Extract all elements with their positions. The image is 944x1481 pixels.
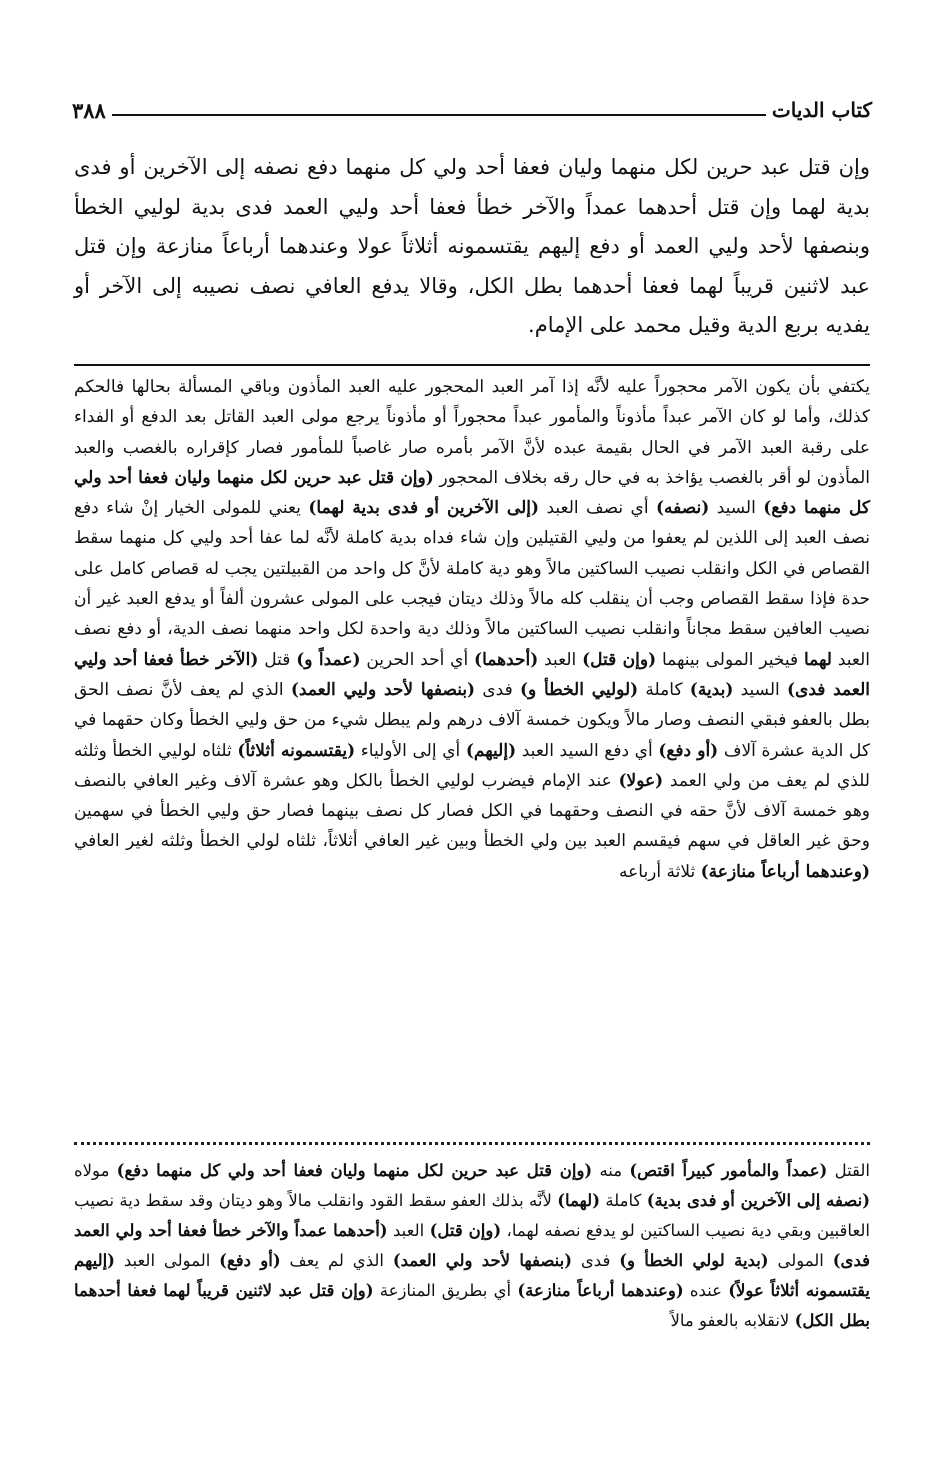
quoted-matn-run: (لهما) — [557, 1191, 601, 1210]
quoted-matn-run: (وإن قتل) — [429, 1221, 502, 1240]
text-run: يكتفي بأن يكون الآمر محجوراً عليه لأنَّه إذا آمر العبد المحجور عليه العبد المأذون وباقي المسألة بحالها فالحكم كذلك، وأما لو كان الآمر عبداً مأذوناً والمأمور عبداً محجوراً أو مأذوناً يرجع مولى العبد القاتل بعد الدفع أو الفداء على رقبة العبد الآمر في الحال بقيمة عبده لأنَّ الآمر بأمره صار غاصباً للمأمور فصار كإقراره بالغصب والعبد المأذون لو أقر بالغصب يؤاخذ به في حال رقه بخلاف المحجور — [74, 377, 870, 488]
text-run: مولاه — [74, 1161, 117, 1180]
quoted-matn-run: (أحدهما عمداً والآخر خطأ فعفا أحد ولي العمد فدى) — [74, 1221, 871, 1270]
footnote-divider — [74, 1142, 870, 1145]
text-run: السيد — [733, 679, 787, 700]
quoted-matn-run: (إلى الآخرين أو فدى بدية لهما) — [308, 498, 540, 519]
commentary-block — [74, 372, 870, 887]
text-run: كاملة — [600, 1191, 647, 1210]
text-run: المولى العبد — [114, 1251, 220, 1270]
quoted-matn-run: (إليهم يقتسمونه أثلاثاً عولاً) — [74, 1251, 870, 1300]
text-run: أي بطريق المنازعة — [373, 1281, 518, 1300]
quoted-matn-run: (نصفه) — [656, 498, 710, 519]
quoted-matn-run: (وعندهما أرباعاً منازعة) — [517, 1281, 684, 1300]
quoted-matn-run: (نصفه إلى الآخرين أو فدى بدية) — [646, 1191, 871, 1210]
text-run: المولى — [768, 1251, 833, 1270]
quoted-matn-run: لهما — [803, 649, 832, 670]
text-run: فدى — [475, 679, 520, 700]
quoted-matn-run: (بنصفها لأحد وليي العمد) — [290, 679, 476, 700]
quoted-matn-run: (وإن قتل عبد حرين لكل منهما وليان فعفا أحد ولي كل منهما دفع) — [74, 467, 870, 519]
text-run: أي نصف العبد — [539, 498, 656, 519]
quoted-matn-run: (وعندهما أرباعاً منازعة) — [700, 861, 870, 882]
text-run: يعني للمولى الخيار إنْ شاء دفع نصف العبد إلى اللذين لم يعفوا من وليي القتيلين وإن شاء فداه بدية كاملة لأنَّه لما عفا أحد وليي كل منهما سقط القصاص في الكل وانقلب نصيب الساكتين مالاً وهو دية كاملة لأنَّ كل واحد من القبيلتين يجب له قصاص كامل على حدة فإذا سقط القصاص وجب أن ينقلب كله مالاً وذلك ديتان فيجب على المولى عشرون ألفاً أو يدفع العبد غير أن نصيب العافين سقط مجاناً وانقلب نصيب الساكتين مالاً وذلك دية واحدة لكل واحد منهما نصف الدية، أو دفع نصف العبد — [74, 498, 870, 670]
quoted-matn-run: (عمداً والمأمور كبيراً اقتص) — [629, 1161, 828, 1180]
text-run: أي دفع السيد العبد — [516, 740, 659, 761]
text-run: السيد — [709, 498, 764, 519]
commentary-paragraph — [74, 372, 870, 887]
text-run: عند الإمام فيضرب لوليي الخطأ بالكل وهو عشرة آلاف وغير العافي بالنصف وهو خمسة آلاف لأنَّ حقه في النصف وحقهما في الكل فصار كل نصف بينهما فصار حق وليي الخطأ في سهمين وحق غير العاقل في سهم فيقسم العبد بين ولي الخطأ وبين غير العافي أثلاثاً، ثلثاه لولي الخطأ وثلثه لغير العافي — [74, 770, 870, 852]
text-run: كاملة — [638, 679, 690, 700]
footnote-block — [74, 1156, 870, 1336]
text-run: قتل — [258, 649, 297, 670]
quoted-matn-run: (عولا) — [618, 770, 664, 791]
quoted-matn-run: (عمداً و) — [296, 649, 361, 670]
quoted-matn-run: (وإن قتل عبد لاثنين قريباً لهما فعفا أحدهما بطل الكل) — [74, 1281, 870, 1330]
text-run: الذي لم يعف لأنَّ نصف الحق بطل بالعفو فبقي النصف وصار مالاً ويكون خمسة آلاف درهم ولم يبطل شيء من حق وليي الخطأ وكان حقهما في كل الدية عشرة آلاف — [74, 679, 870, 761]
text-run: فيخير المولى بينهما — [656, 649, 804, 670]
quoted-matn-run: (أو دفع) — [658, 740, 719, 761]
running-title: كتاب الديات — [771, 98, 872, 122]
page-header — [72, 92, 872, 128]
text-run: عنده — [683, 1281, 729, 1300]
text-run: أي أحد الحرين — [360, 649, 475, 670]
quoted-matn-run: (أو دفع) — [219, 1251, 281, 1270]
footnote-paragraph — [74, 1156, 870, 1336]
page-number: ٣٨٨ — [72, 97, 106, 123]
quoted-matn-run: (إليهم) — [465, 740, 517, 761]
quoted-matn-run: (أحدهما) — [474, 649, 539, 670]
text-run: ثلاثة أرباعه — [619, 861, 701, 882]
main-text-paragraph: وإن قتل عبد حرين لكل منهما وليان فعفا أحد ولي كل منهما دفع نصفه إلى الآخرين أو فدى بدية لهما وإن قتل أحدهما عمداً والآخر خطأ فعفا أحد وليي العمد فدى بدية لوليي الخطأ وبنصفها لأحد وليي العمد أو دفع إليهم يقتسمونه أثلاثاً عولا وعندهما أرباعاً منازعة وإن قتل عبد لاثنين قريباً لهما فعفا أحدهما بطل الكل، وقالا يدفع العافي نصف نصيبه إلى الآخر أو يفديه بربع الدية وقيل محمد على الإمام. — [74, 155, 870, 337]
text-run: فدى — [572, 1251, 620, 1270]
text-run: العبد — [538, 649, 583, 670]
quoted-matn-run: (بدية) — [689, 679, 734, 700]
quoted-matn-run: (وإن قتل) — [582, 649, 657, 670]
quoted-matn-run: (وإن قتل عبد حرين لكل منهما وليان فعفا أحد ولي كل منهما دفع) — [116, 1161, 593, 1180]
quoted-matn-run: (بدية لولي الخطأ و) — [619, 1251, 769, 1270]
quoted-matn-run: (يقتسمونه أثلاثاً) — [237, 740, 356, 761]
text-run: القتل — [827, 1161, 871, 1180]
text-run: العبد — [387, 1221, 430, 1240]
quoted-matn-run: (لوليي الخطأ و) — [519, 679, 639, 700]
text-run: لأنَّه بذلك العفو سقط القود وانقلب مالاً وهو ديتان وقد سقط دية نصيب العاقبين وبقي دية نصيب الساكتين لو يدفع نصفه لهما، — [74, 1191, 871, 1240]
text-run: لانقلابه بالعفو مالاً — [670, 1311, 795, 1330]
header-rule — [112, 114, 766, 116]
text-run: ثلثاه لوليي الخطأ وثلثه للذي لم يعف من ولي العمد — [74, 740, 870, 791]
text-run: منه — [592, 1161, 630, 1180]
main-text-block — [74, 148, 870, 346]
text-run: الذي لم يعف — [280, 1251, 393, 1270]
quoted-matn-run: (بنصفها لأحد ولي العمد) — [392, 1251, 573, 1270]
quoted-matn-run: (الآخر خطأ فعفا أحد وليي العمد فدى) — [74, 649, 870, 700]
text-run: أي إلى الأولياء — [355, 740, 466, 761]
text-divider — [74, 364, 870, 366]
